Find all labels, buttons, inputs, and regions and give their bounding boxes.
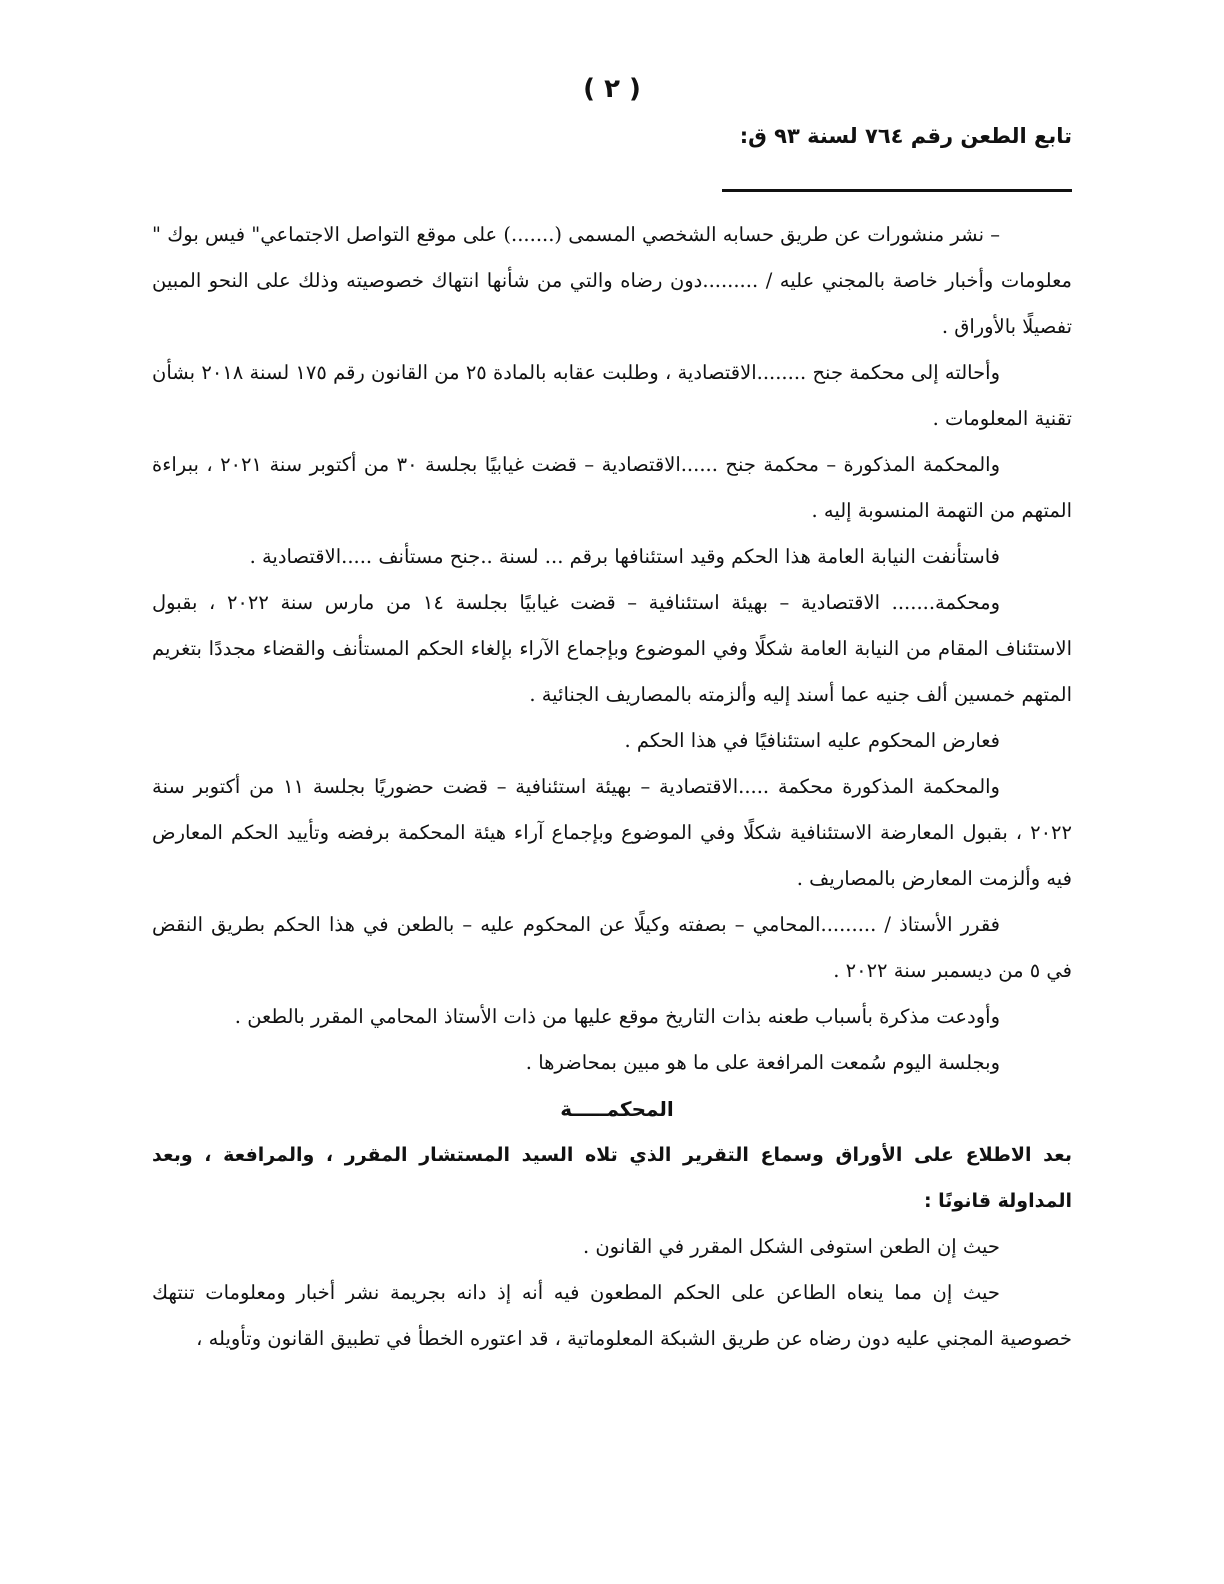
paragraph-hearing: وبجلسة اليوم سُمعت المرافعة على ما هو مبين بمحاضرها . — [525, 1051, 1000, 1074]
paragraph-opposition: فعارض المحكوم عليه استئنافيًا في هذا الحكم . — [624, 729, 1000, 752]
header-underline — [722, 189, 1072, 192]
paragraph-referral: وأحالته إلى محكمة جنح ........الاقتصادية ، وطلبت عقابه بالمادة ٢٥ من القانون رقم ١٧٥ لسنة ٢٠١٨ بشأن تقنية المعلومات . — [152, 361, 1072, 430]
reason-form: حيث إن الطعن استوفى الشكل المقرر في القانون . — [582, 1235, 1000, 1258]
paragraph-opposition-ruling: والمحكمة المذكورة محكمة .....الاقتصادية – بهيئة استئنافية – قضت حضوريًا بجلسة ١١ من أكتوبر سنة ٢٠٢٢ ، بقبول المعارضة الاستئنافية شكلًا وفي الموضوع وبإجماع آراء هيئة المحكمة برفضه وتأييد الحكم المعارض فيه وألزمت المعارض بالمصاريف . — [152, 775, 1072, 890]
paragraph-cassation-filing: فقرر الأستاذ / .........المحامي – بصفته وكيلًا عن المحكوم عليه – بالطعن في هذا الحكم بطريق النقض في ٥ من ديسمبر سنة ٢٠٢٢ . — [152, 913, 1072, 982]
reason-grounds: حيث إن مما ينعاه الطاعن على الحكم المطعون فيه أنه إذ دانه بجريمة نشر أخبار ومعلومات تنتهك خصوصية المجني عليه دون رضاه عن طريق الشبكة المعلوماتية ، قد اعتوره الخطأ في تطبيق القانون وتأويله ، — [152, 1281, 1072, 1350]
paragraph-appeal-ruling: ومحكمة....... الاقتصادية – بهيئة استئنافية – قضت غيابيًا بجلسة ١٤ من مارس سنة ٢٠٢٢ ، بقبول الاستئناف المقام من النيابة العامة شكلًا وفي الموضوع وبإجماع الآراء بإلغاء الحكم المستأنف والقضاء مجددًا بتغريم المتهم خمسين ألف جنيه عما أسند إليه وألزمته بالمصاريف الجنائية . — [152, 591, 1072, 706]
paragraph-charge: – نشر منشورات عن طريق حسابه الشخصي المسمى (.......) على موقع التواصل الاجتماعي" فيس بوك " معلومات وأخبار خاصة بالمجني عليه / .........دون رضاه والتي من شأنها انتهاك خصوصيته وذلك على النحو المبين تفصيلًا بالأوراق . — [152, 223, 1072, 338]
court-heading: المحكمـــــة — [560, 1097, 674, 1121]
paragraph-first-instance: والمحكمة المذكورة – محكمة جنح ......الاقتصادية – قضت غيابيًا بجلسة ٣٠ من أكتوبر سنة ٢٠٢١ ، ببراءة المتهم من التهمة المنسوبة إليه . — [152, 453, 1072, 522]
paragraph-prosecution-appeal: فاستأنفت النيابة العامة هذا الحكم وقيد استئنافها برقم ... لسنة ..جنح مستأنف .....الاقتصادية . — [249, 545, 1000, 568]
court-intro: بعد الاطلاع على الأوراق وسماع التقرير الذي تلاه السيد المستشار المقرر ، والمرافعة ، وبعد المداولة قانونًا : — [152, 1144, 1072, 1212]
page-number: ( ٢ ) — [583, 74, 641, 104]
case-header: تابع الطعن رقم ٧٦٤ لسنة ٩٣ ق: — [739, 124, 1072, 148]
document-body — [152, 212, 1072, 1362]
paragraph-memorandum: وأودعت مذكرة بأسباب طعنه بذات التاريخ موقع عليها من ذات الأستاذ المحامي المقرر بالطعن . — [234, 1005, 1000, 1028]
